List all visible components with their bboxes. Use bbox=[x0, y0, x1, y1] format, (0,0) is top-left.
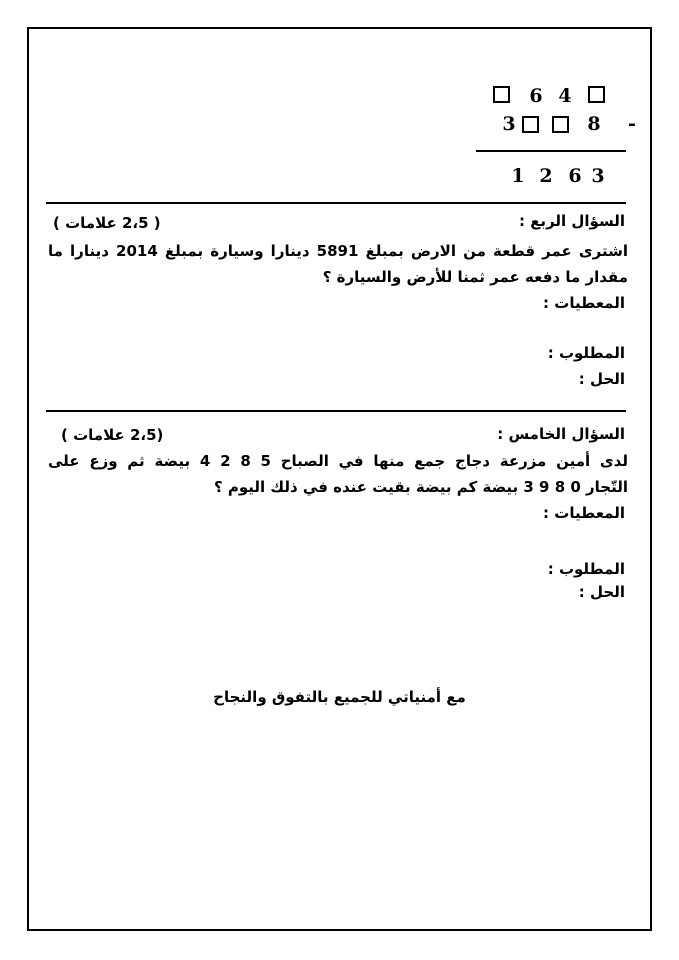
missing-digit-box[interactable] bbox=[493, 86, 510, 103]
section-divider bbox=[46, 202, 626, 204]
question-label: السؤال الخامس : bbox=[497, 425, 625, 443]
puzzle-digit: 2 bbox=[539, 165, 553, 187]
question-marks: ( 2،5 علامات ) bbox=[53, 214, 161, 232]
missing-digit-box[interactable] bbox=[552, 116, 569, 133]
solution-label: الحل : bbox=[578, 370, 625, 388]
puzzle-digit: 8 bbox=[587, 113, 601, 135]
missing-digit-box[interactable] bbox=[522, 116, 539, 133]
question-text: اشترى عمر قطعة من الارض بمبلغ 5891 دينارا وسيارة بمبلغ 2014 دينارا ما bbox=[48, 242, 628, 260]
closing-wishes: مع أمنياتي للجميع بالتفوق والنجاح bbox=[213, 688, 466, 706]
givens-label: المعطيات : bbox=[543, 504, 625, 522]
missing-digit-box[interactable] bbox=[588, 86, 605, 103]
puzzle-digit: 1 bbox=[511, 165, 525, 187]
question-marks: (2،5 علامات ) bbox=[61, 426, 164, 444]
question-text: مقدار ما دفعه عمر ثمنا للأرض والسيارة ؟ bbox=[322, 268, 628, 286]
givens-label: المعطيات : bbox=[543, 294, 625, 312]
required-label: المطلوب : bbox=[547, 344, 625, 362]
puzzle-digit: 3 bbox=[591, 165, 605, 187]
question-label: السؤال الربع : bbox=[518, 212, 625, 230]
question-text: التّجار 0 8 9 3 بيضة كم بيضة بقيت عنده في ذلك اليوم ؟ bbox=[213, 478, 628, 496]
minus-sign: - bbox=[628, 113, 636, 135]
puzzle-digit: 6 bbox=[529, 85, 543, 107]
puzzle-digit: 6 bbox=[568, 165, 582, 187]
solution-label: الحل : bbox=[578, 583, 625, 601]
result-line bbox=[476, 150, 626, 152]
puzzle-digit: 3 bbox=[502, 113, 516, 135]
question-text: لدى أمين مزرعة دجاج جمع منها في الصباح 5 8 2 4 بيضة ثم وزع على bbox=[48, 452, 628, 470]
required-label: المطلوب : bbox=[547, 560, 625, 578]
puzzle-digit: 4 bbox=[558, 85, 572, 107]
section-divider bbox=[46, 410, 626, 412]
